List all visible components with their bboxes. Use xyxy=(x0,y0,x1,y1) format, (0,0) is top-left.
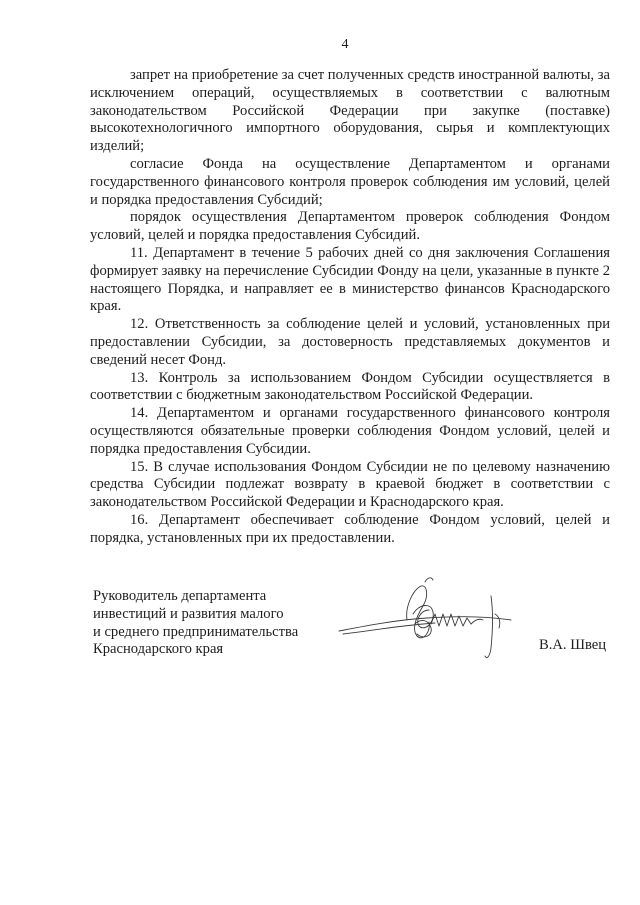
paragraph-clause-15: 15. В случае использования Фондом Субсидии не по целевому назначению средства Субсидии подлежат возврату в краевой бюджет в соответствии с законодательством Российской Федерации и Краснодарского края. xyxy=(90,458,610,511)
document-body xyxy=(90,67,610,548)
paragraph-clause-13: 13. Контроль за использованием Фондом Субсидии осуществляется в соответствии с бюджетным законодательством Российской Федерации. xyxy=(90,369,610,404)
paragraph-inspection-procedure: порядок осуществления Департаментом проверок соблюдения Фондом условий, целей и порядка предоставления Субсидий. xyxy=(90,209,610,244)
paragraph-clause-14: 14. Департаментом и органами государственного финансового контроля осуществляются обязательные проверки соблюдения Фондом условий, целей и порядка предоставления Субсидии. xyxy=(90,405,610,457)
signatory-title-line: Руководитель департамента xyxy=(93,588,267,604)
signatory-name: В.А. Швец xyxy=(539,637,607,653)
paragraph-currency-ban: запрет на приобретение за счет полученных средств иностранной валюты, за исключением операций, осуществляемых в соответствии с валютным законодательством Российской Федерации при закупке (поставке) высокотехнологичного импортного оборудования, сырья и комплектующих изделий; xyxy=(90,67,610,155)
signatory-title xyxy=(93,588,298,659)
page-number: 4 xyxy=(341,37,349,52)
paragraph-clause-11: 11. Департамент в течение 5 рабочих дней со дня заключения Соглашения формирует заявку на перечисление Субсидии Фонду на цели, указанные в пункте 2 настоящего Порядка, и направляет ее в министерство финансов Краснодарского края. xyxy=(90,244,610,315)
paragraph-clause-16: 16. Департамент обеспечивает соблюдение Фондом условий, целей и порядка, установленных при их предоставлении. xyxy=(90,511,610,546)
signature-block xyxy=(93,588,613,668)
signatory-title-line: Краснодарского края xyxy=(93,641,224,658)
paragraph-clause-12: 12. Ответственность за соблюдение целей и условий, установленных при предоставлении Субсидии, за достоверность представляемых документов и сведений несет Фонд. xyxy=(90,316,610,368)
paragraph-fund-consent: согласие Фонда на осуществление Департаментом и органами государственного финансового контроля проверок соблюдения им условий, целей и порядка предоставления Субсидий; xyxy=(90,155,610,208)
signatory-title-line: инвестиций и развития малого xyxy=(93,605,284,622)
signatory-title-line: и среднего предпринимательства xyxy=(93,623,299,640)
handwritten-signature-icon xyxy=(335,576,535,666)
